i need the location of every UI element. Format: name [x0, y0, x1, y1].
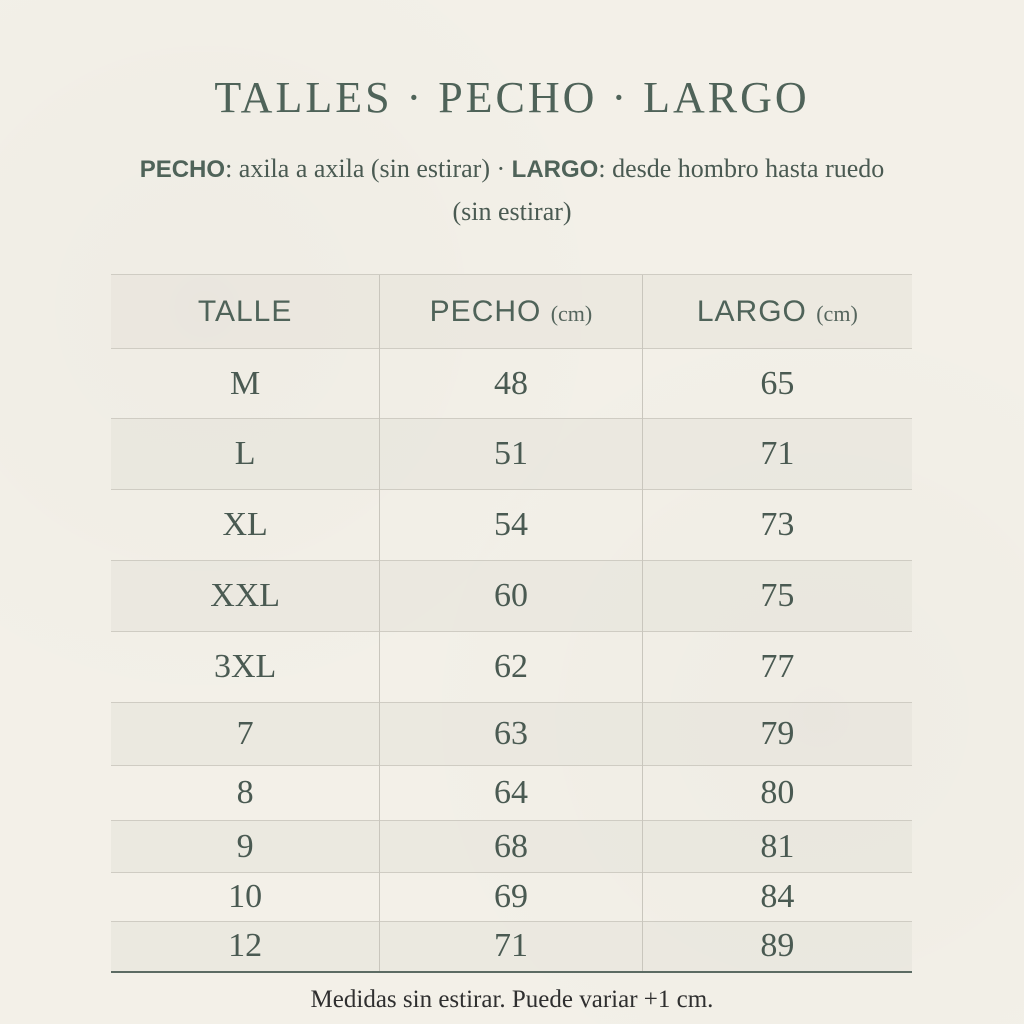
table-row	[111, 561, 912, 632]
pecho-cell: 68	[380, 821, 642, 873]
largo-cell: 81	[642, 821, 912, 873]
largo-cell: 89	[642, 922, 912, 972]
largo-description: : desde hombro hasta ruedo (sin estirar)	[452, 154, 885, 226]
largo-cell: 71	[642, 419, 912, 490]
talle-cell: XXL	[111, 561, 380, 632]
page-title: TALLES · PECHO · LARGO	[214, 73, 810, 122]
pecho-description: : axila a axila (sin estirar) ·	[225, 154, 512, 183]
largo-cell: 77	[642, 632, 912, 703]
table-row	[111, 821, 912, 873]
largo-cell: 75	[642, 561, 912, 632]
unit-label: (cm)	[816, 300, 858, 326]
size-table	[111, 274, 912, 973]
pecho-cell: 71	[380, 922, 642, 972]
table-header-row	[111, 275, 912, 349]
talle-cell: L	[111, 419, 380, 490]
talle-cell: 7	[111, 703, 380, 766]
largo-label: LARGO	[511, 156, 599, 183]
table-row	[111, 419, 912, 490]
pecho-cell: 69	[380, 873, 642, 922]
talle-cell: 8	[111, 766, 380, 821]
table-row	[111, 490, 912, 561]
talle-cell: 3XL	[111, 632, 380, 703]
largo-cell: 65	[642, 349, 912, 419]
largo-cell: 80	[642, 766, 912, 821]
pecho-cell: 63	[380, 703, 642, 766]
table-row	[111, 703, 912, 766]
header-pecho: PECHO (cm)	[380, 275, 642, 349]
measurement-instructions	[130, 148, 894, 233]
pecho-cell: 48	[380, 349, 642, 419]
unit-label: (cm)	[550, 300, 593, 326]
header-talle: TALLE	[111, 275, 380, 349]
talle-cell: M	[111, 349, 380, 419]
pecho-cell: 64	[380, 766, 642, 821]
footnote: Medidas sin estirar. Puede variar +1 cm.	[310, 986, 714, 1013]
table-row	[111, 873, 912, 922]
talle-cell: 9	[111, 821, 380, 873]
table-row	[111, 766, 912, 821]
pecho-cell: 60	[380, 561, 642, 632]
largo-cell: 84	[642, 873, 912, 922]
talle-cell: 12	[111, 922, 380, 972]
table-row	[111, 349, 912, 419]
pecho-cell: 54	[380, 490, 642, 561]
table-row	[111, 922, 912, 972]
largo-cell: 73	[642, 490, 912, 561]
header-largo: LARGO (cm)	[642, 275, 912, 349]
pecho-label: PECHO	[139, 156, 226, 183]
largo-cell: 79	[642, 703, 912, 766]
pecho-cell: 62	[380, 632, 642, 703]
table-row	[111, 632, 912, 703]
pecho-cell: 51	[380, 419, 642, 490]
talle-cell: 10	[111, 873, 380, 922]
talle-cell: XL	[111, 490, 380, 561]
